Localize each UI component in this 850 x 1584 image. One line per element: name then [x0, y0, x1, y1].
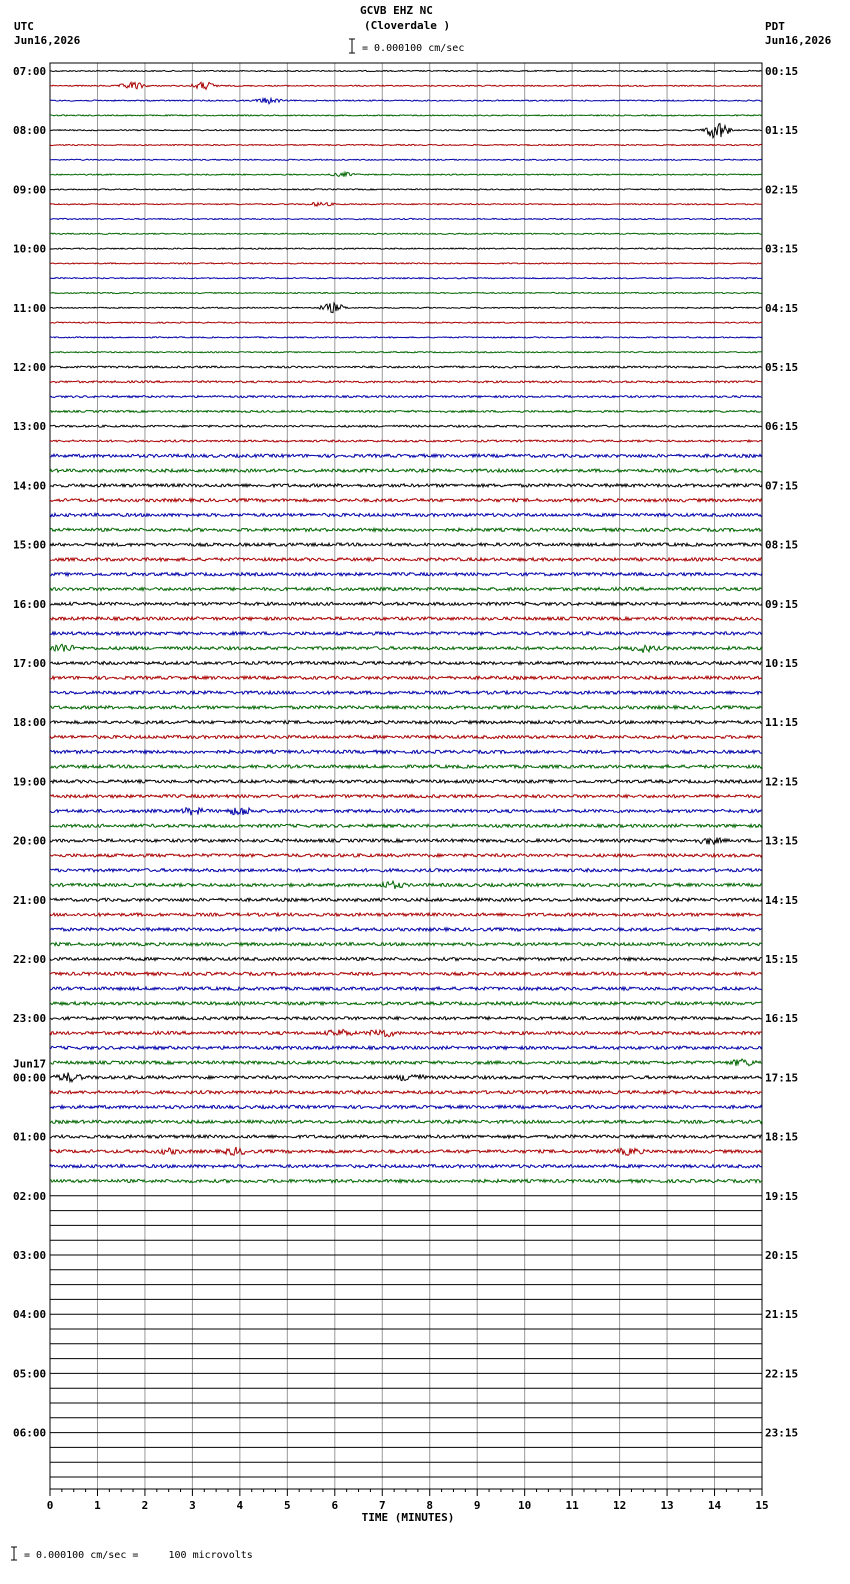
seismic-trace: [50, 1091, 762, 1094]
seismic-trace: [50, 898, 762, 901]
seismic-trace: [50, 159, 762, 160]
date-change-label: Jun17: [13, 1057, 47, 1071]
pdt-hour-label: 00:15: [765, 65, 799, 78]
seismic-trace: [50, 1105, 762, 1108]
pdt-hour-label: 14:15: [765, 893, 799, 907]
x-axis-label: TIME (MINUTES): [361, 1511, 455, 1524]
utc-hour-label: 18:00: [13, 716, 47, 730]
pdt-hour-label: 07:15: [765, 479, 799, 493]
x-tick-label: 7: [378, 1499, 386, 1512]
pdt-hour-label: 12:15: [765, 775, 799, 789]
pdt-hour-label: 08:15: [765, 538, 799, 552]
pdt-hour-label: 06:15: [765, 420, 799, 434]
seismic-trace: [50, 1073, 762, 1082]
seismic-trace: [50, 352, 762, 353]
utc-hour-label: 07:00: [13, 65, 47, 78]
x-tick-label: 6: [331, 1499, 339, 1512]
seismic-trace: [50, 602, 762, 605]
seismic-trace: [50, 691, 762, 694]
seismic-trace: [50, 632, 762, 635]
seismic-trace: [50, 987, 762, 990]
seismic-trace: [50, 124, 762, 138]
utc-hour-label: 14:00: [13, 479, 47, 493]
left-timezone: UTC: [14, 20, 34, 33]
x-tick-label: 14: [707, 1499, 722, 1512]
seismic-trace: [50, 337, 762, 338]
seismic-trace: [50, 303, 762, 313]
footer-scale-note: = 0.000100 cm/sec = 100 microvolts: [24, 1550, 253, 1561]
seismic-trace: [50, 484, 762, 487]
pdt-hour-label: 13:15: [765, 834, 799, 848]
seismic-trace: [50, 869, 762, 872]
seismic-trace: [50, 528, 762, 531]
x-tick-label: 1: [94, 1499, 101, 1512]
right-date: Jun16,2026: [765, 34, 832, 47]
x-tick-label: 13: [660, 1499, 674, 1512]
utc-hour-label: 21:00: [13, 893, 47, 907]
seismic-trace: [50, 1120, 762, 1123]
utc-hour-label: 16:00: [13, 597, 47, 611]
x-tick-label: 9: [473, 1499, 481, 1512]
seismic-trace: [50, 854, 762, 857]
seismic-trace: [50, 499, 762, 502]
seismic-trace: [50, 587, 762, 590]
x-tick-label: 4: [236, 1499, 244, 1512]
utc-hour-label: 15:00: [13, 538, 47, 552]
x-tick-label: 10: [518, 1499, 532, 1512]
seismic-trace: [50, 972, 762, 975]
pdt-hour-label: 05:15: [765, 361, 799, 374]
left-date: Jun16,2026: [14, 34, 81, 47]
pdt-hour-label: 22:15: [765, 1367, 799, 1381]
seismic-trace: [50, 366, 762, 368]
scale-label: = 0.000100 cm/sec: [362, 43, 465, 54]
x-tick-label: 5: [284, 1499, 291, 1512]
seismic-trace: [50, 248, 762, 249]
seismic-trace: [50, 189, 762, 190]
seismic-trace: [50, 144, 762, 145]
x-tick-label: 2: [141, 1499, 149, 1512]
seismic-trace: [50, 838, 762, 845]
seismic-trace: [50, 454, 762, 457]
utc-hour-label: 22:00: [13, 953, 47, 966]
seismic-trace: [50, 735, 762, 738]
seismic-trace: [50, 1179, 762, 1182]
seismic-trace: [50, 644, 762, 652]
seismic-trace: [50, 808, 762, 816]
utc-hour-label: 01:00: [13, 1130, 47, 1144]
pdt-hour-label: 03:15: [765, 242, 799, 256]
seismic-trace: [50, 202, 762, 206]
x-tick-label: 3: [189, 1499, 196, 1512]
seismic-trace: [50, 292, 762, 293]
right-timezone: PDT: [765, 20, 785, 33]
seismic-trace: [50, 1147, 762, 1155]
seismic-trace: [50, 469, 762, 472]
seismic-trace: [50, 410, 762, 412]
seismic-trace: [50, 1059, 762, 1066]
utc-hour-label: 20:00: [13, 834, 47, 848]
pdt-hour-label: 02:15: [765, 183, 799, 197]
seismic-trace: [50, 706, 762, 709]
station-location: (Cloverdale ): [364, 19, 451, 32]
utc-hour-label: 10:00: [13, 242, 47, 256]
seismic-trace: [50, 1165, 762, 1168]
seismic-trace: [50, 913, 762, 916]
utc-hour-label: 00:00: [13, 1071, 47, 1085]
seismic-trace: [50, 440, 762, 442]
seismic-trace: [50, 661, 762, 664]
seismic-trace: [50, 573, 762, 576]
seismic-trace: [50, 381, 762, 383]
utc-hour-label: 13:00: [13, 420, 47, 434]
seismic-trace: [50, 172, 762, 176]
utc-hour-label: 03:00: [13, 1249, 47, 1262]
seismic-trace: [50, 70, 762, 71]
station-name: GCVB EHZ NC: [360, 4, 433, 17]
x-tick-label: 12: [612, 1499, 627, 1512]
pdt-hour-label: 20:15: [765, 1249, 799, 1262]
seismic-trace: [50, 513, 762, 516]
seismic-trace: [50, 780, 762, 783]
seismic-trace: [50, 721, 762, 724]
pdt-hour-label: 04:15: [765, 301, 799, 315]
x-tick-label: 11: [565, 1499, 579, 1512]
utc-hour-label: 11:00: [13, 301, 47, 315]
seismic-trace: [50, 1017, 762, 1020]
seismic-trace: [50, 1135, 762, 1138]
pdt-hour-label: 17:15: [765, 1071, 799, 1085]
seismic-trace: [50, 543, 762, 546]
pdt-hour-label: 10:15: [765, 657, 799, 670]
utc-hour-label: 17:00: [13, 657, 47, 670]
pdt-hour-label: 15:15: [765, 953, 799, 966]
seismic-trace: [50, 824, 762, 827]
pdt-hour-label: 18:15: [765, 1130, 799, 1144]
seismic-trace: [50, 233, 762, 234]
seismic-trace: [50, 396, 762, 398]
utc-hour-label: 06:00: [13, 1426, 47, 1440]
seismic-trace: [50, 1029, 762, 1036]
utc-hour-label: 08:00: [13, 124, 47, 138]
pdt-hour-label: 21:15: [765, 1308, 799, 1322]
seismic-trace: [50, 881, 762, 889]
plot-frame: [50, 63, 762, 1489]
pdt-hour-label: 23:15: [765, 1426, 799, 1440]
seismic-trace: [50, 1046, 762, 1049]
utc-hour-label: 12:00: [13, 361, 47, 374]
utc-hour-label: 09:00: [13, 183, 47, 197]
x-tick-label: 15: [755, 1499, 769, 1512]
seismic-trace: [50, 278, 762, 279]
seismic-trace: [50, 1002, 762, 1005]
seismic-trace: [50, 425, 762, 427]
pdt-hour-label: 19:15: [765, 1189, 799, 1203]
seismic-trace: [50, 558, 762, 561]
seismic-trace: [50, 765, 762, 768]
seismic-trace: [50, 263, 762, 264]
seismic-trace: [50, 98, 762, 104]
pdt-hour-label: 16:15: [765, 1012, 799, 1026]
seismic-trace: [50, 82, 762, 89]
pdt-hour-label: 01:15: [765, 124, 799, 138]
seismic-trace: [50, 957, 762, 960]
x-tick-label: 0: [46, 1499, 54, 1512]
utc-hour-label: 02:00: [13, 1189, 47, 1203]
seismic-trace: [50, 115, 762, 116]
seismic-trace: [50, 218, 762, 219]
utc-hour-label: 23:00: [13, 1012, 47, 1026]
seismic-trace: [50, 943, 762, 946]
utc-hour-label: 04:00: [13, 1308, 47, 1322]
seismic-trace: [50, 928, 762, 931]
seismic-trace: [50, 617, 762, 620]
pdt-hour-label: 09:15: [765, 597, 799, 611]
pdt-hour-label: 11:15: [765, 716, 799, 730]
seismic-trace: [50, 795, 762, 798]
seismic-trace: [50, 750, 762, 753]
x-tick-label: 8: [426, 1499, 434, 1512]
utc-hour-label: 05:00: [13, 1367, 47, 1381]
seismic-trace: [50, 322, 762, 323]
seismic-trace: [50, 676, 762, 679]
utc-hour-label: 19:00: [13, 775, 47, 789]
